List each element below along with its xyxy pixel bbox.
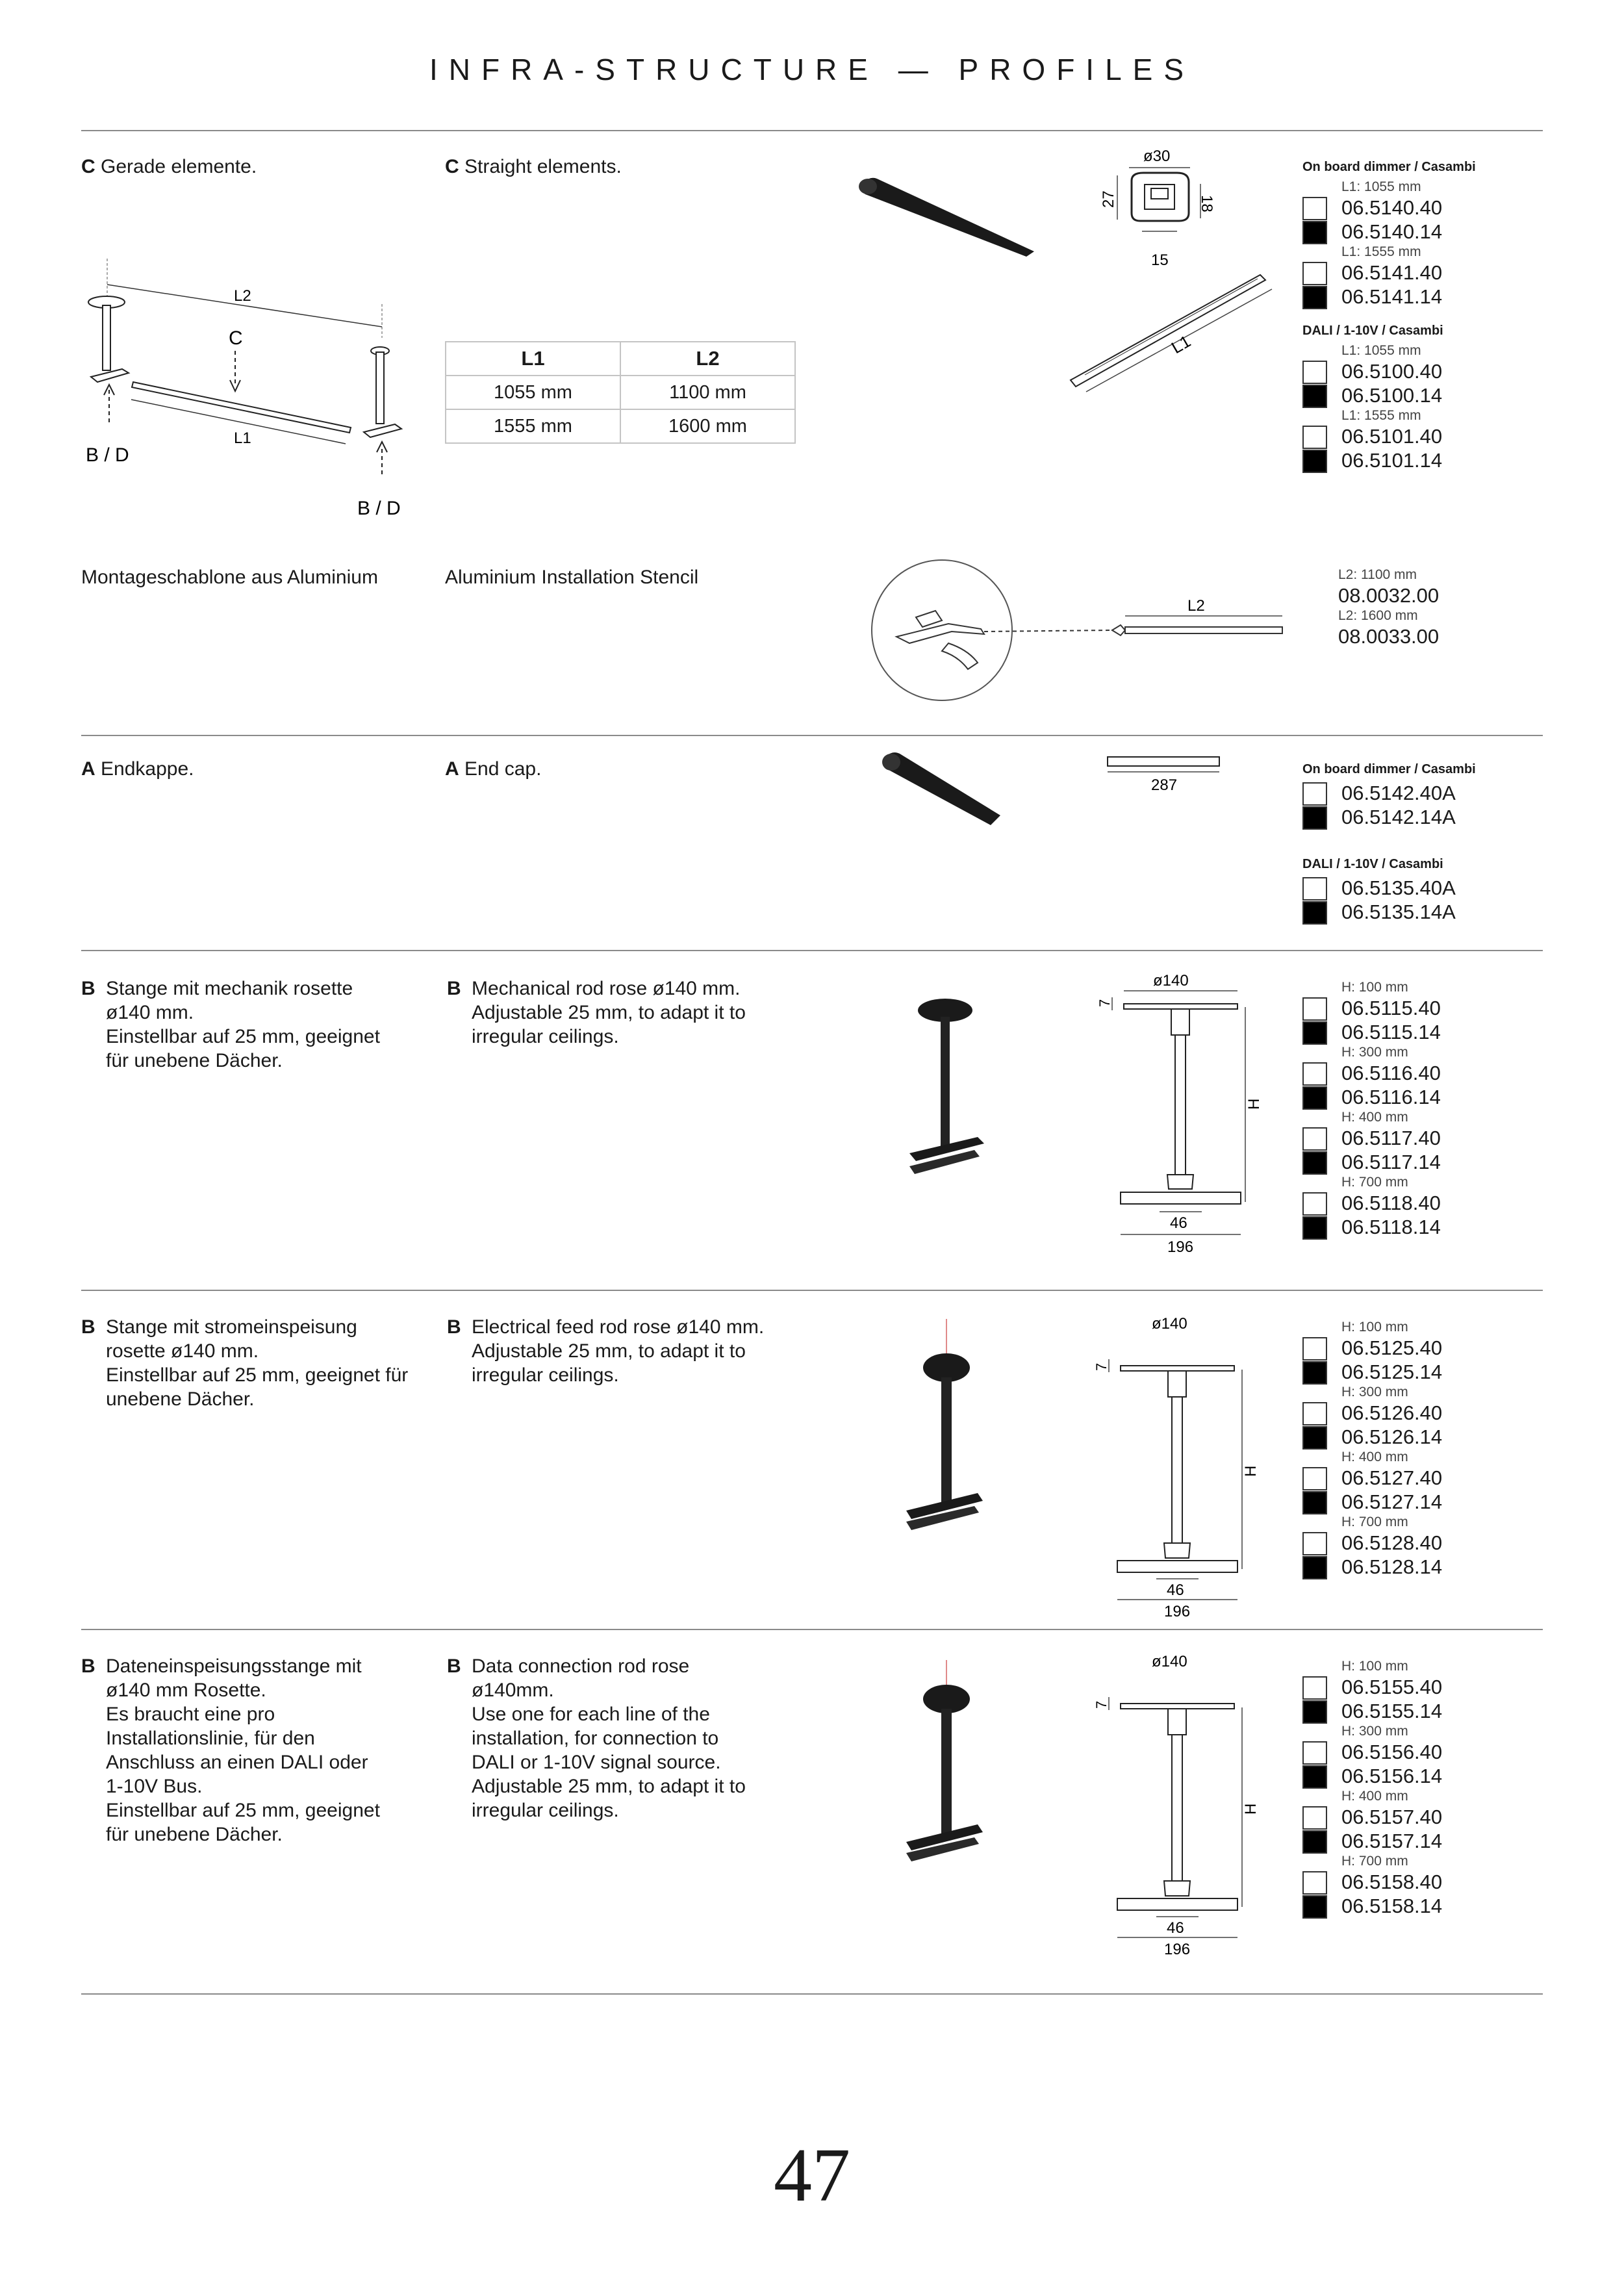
spec-label: L1: 1555 mm xyxy=(1341,408,1421,423)
divider xyxy=(81,735,1543,736)
code-white: 06.5115.40 xyxy=(1302,996,1441,1020)
code: 08.0032.00 xyxy=(1338,584,1440,607)
endcap-drawing xyxy=(1104,754,1228,799)
black-swatch xyxy=(1302,1216,1327,1240)
code-white: 06.5156.40 xyxy=(1302,1740,1442,1764)
label-l1: L1 xyxy=(234,429,251,447)
elec-rod-drawing xyxy=(1091,1306,1260,1620)
code-black: 06.5126.14 xyxy=(1302,1425,1442,1449)
spec-label: H: 700 mm xyxy=(1341,1175,1408,1190)
endcap-image xyxy=(877,744,1007,828)
code-black: 06.5158.14 xyxy=(1302,1894,1442,1918)
divider xyxy=(81,130,1543,131)
code-black: 06.5117.14 xyxy=(1302,1150,1441,1174)
spec-label: L1: 1055 mm xyxy=(1341,179,1421,194)
code-black: 06.5155.14 xyxy=(1302,1699,1442,1723)
svg-text:H: H xyxy=(1242,1803,1260,1815)
white-swatch xyxy=(1302,262,1327,285)
stencil-de-text: Montageschablone aus Aluminium xyxy=(81,567,378,588)
page-title: INFRA-STRUCTURE — PROFILES xyxy=(429,53,1195,86)
straight-codes xyxy=(1302,158,1476,472)
group-title: DALI / 1-10V / Casambi xyxy=(1302,857,1443,871)
code-black: 06.5115.14 xyxy=(1302,1020,1441,1044)
spec-label: H: 300 mm xyxy=(1341,1724,1408,1739)
code-black: 06.5100.14 xyxy=(1302,383,1476,407)
profile-length-drawing xyxy=(1065,270,1273,393)
code-black: 06.5140.14 xyxy=(1302,220,1476,244)
code-white: 06.5157.40 xyxy=(1302,1805,1442,1829)
white-swatch xyxy=(1302,1337,1327,1361)
spec-label: L2: 1100 mm xyxy=(1338,567,1417,582)
label-l2: L2 xyxy=(234,287,251,305)
stencil-en-text: Aluminium Installation Stencil xyxy=(445,567,699,588)
endcap-codes xyxy=(1302,760,1476,924)
code-white: 06.5116.40 xyxy=(1302,1061,1441,1085)
divider xyxy=(81,1290,1543,1291)
black-swatch xyxy=(1302,1830,1327,1854)
svg-text:287: 287 xyxy=(1151,776,1178,794)
mech-de-text: B Stange mit mechanik rosette ø140 mm. Einstellbar auf 25 mm, geeignet für unebene Dächer. xyxy=(81,978,380,1071)
spec-label: H: 300 mm xyxy=(1341,1045,1408,1060)
spec-label: L2: 1600 mm xyxy=(1338,608,1418,623)
svg-text:ø140: ø140 xyxy=(1153,972,1189,990)
white-swatch xyxy=(1302,426,1327,449)
straight-en-text: C Straight elements. xyxy=(445,156,622,177)
table-cell: 1600 mm xyxy=(620,409,795,443)
spec-label: H: 100 mm xyxy=(1341,1320,1408,1335)
white-swatch xyxy=(1302,997,1327,1021)
code-white: 06.5135.40A xyxy=(1302,876,1476,900)
label-bd-right: B / D xyxy=(357,498,401,519)
black-swatch xyxy=(1302,1086,1327,1110)
spec-label: H: 400 mm xyxy=(1341,1450,1408,1464)
svg-text:27: 27 xyxy=(1100,190,1117,208)
svg-text:7: 7 xyxy=(1093,1362,1110,1371)
stencil-codes xyxy=(1302,567,1439,648)
svg-text:L1: L1 xyxy=(1168,331,1195,358)
spec-label: H: 300 mm xyxy=(1341,1385,1408,1399)
spec-label: L1: 1555 mm xyxy=(1341,244,1421,259)
spec-label: H: 400 mm xyxy=(1341,1789,1408,1804)
code-black: 06.5141.14 xyxy=(1302,285,1476,309)
elec-en-text: B Electrical feed rod rose ø140 mm. Adjustable 25 mm, to adapt it to irregular ceilings. xyxy=(447,1316,765,1386)
svg-text:L2: L2 xyxy=(1187,597,1205,615)
spec-label: H: 100 mm xyxy=(1341,1659,1408,1674)
code-white: 06.5142.40A xyxy=(1302,781,1476,805)
table-cell: 1100 mm xyxy=(620,376,795,409)
svg-text:ø30: ø30 xyxy=(1143,147,1171,165)
code-white: 06.5155.40 xyxy=(1302,1675,1442,1699)
elec-codes xyxy=(1302,1319,1442,1579)
code-black: 06.5101.14 xyxy=(1302,448,1476,472)
page-number: 47 xyxy=(774,2132,850,2217)
white-swatch xyxy=(1302,1402,1327,1425)
svg-text:7: 7 xyxy=(1093,1700,1110,1709)
group-title: On board dimmer / Casambi xyxy=(1302,762,1476,776)
installation-diagram xyxy=(78,253,416,526)
divider xyxy=(81,1993,1543,1995)
group-title: On board dimmer / Casambi xyxy=(1302,160,1476,174)
code-black: 06.5156.14 xyxy=(1302,1764,1442,1788)
svg-text:15: 15 xyxy=(1151,251,1169,269)
black-swatch xyxy=(1302,1426,1327,1450)
black-swatch xyxy=(1302,221,1327,244)
mech-en-text: B Mechanical rod rose ø140 mm. Adjustable 25 mm, to adapt it to irregular ceilings. xyxy=(447,978,746,1047)
white-swatch xyxy=(1302,1676,1327,1700)
data-rod-image xyxy=(900,1660,997,1874)
code-black: 06.5116.14 xyxy=(1302,1085,1441,1109)
white-swatch xyxy=(1302,1192,1327,1216)
black-swatch xyxy=(1302,1765,1327,1789)
code-white: 06.5101.40 xyxy=(1302,424,1476,448)
mech-rod-image xyxy=(896,997,994,1179)
white-swatch xyxy=(1302,197,1327,220)
white-swatch xyxy=(1302,1467,1327,1490)
black-swatch xyxy=(1302,450,1327,473)
white-swatch xyxy=(1302,782,1327,806)
elec-rod-image xyxy=(900,1319,997,1533)
code-black: 06.5128.14 xyxy=(1302,1555,1442,1579)
dimensions-table xyxy=(445,341,796,444)
code-white: 06.5128.40 xyxy=(1302,1531,1442,1555)
code-black: 06.5142.14A xyxy=(1302,805,1476,829)
label-c: C xyxy=(229,327,243,349)
black-swatch xyxy=(1302,1151,1327,1175)
table-cell: 1555 mm xyxy=(446,409,620,443)
black-swatch xyxy=(1302,1021,1327,1045)
white-swatch xyxy=(1302,1127,1327,1151)
divider xyxy=(81,1629,1543,1630)
profile-image xyxy=(851,166,1046,263)
code-black: 06.5135.14A xyxy=(1302,900,1476,924)
code-white: 06.5158.40 xyxy=(1302,1870,1442,1894)
mech-codes xyxy=(1302,979,1441,1239)
code-white: 06.5125.40 xyxy=(1302,1336,1442,1360)
code-white: 06.5126.40 xyxy=(1302,1401,1442,1425)
spec-label: L1: 1055 mm xyxy=(1341,343,1421,358)
black-swatch xyxy=(1302,1361,1327,1385)
elec-de-text: B Stange mit stromeinspeisung rosette ø140 mm. Einstellbar auf 25 mm, geeignet für unebene Dächer. xyxy=(81,1316,409,1410)
table-header: L1 xyxy=(446,342,620,376)
svg-text:196: 196 xyxy=(1164,1603,1191,1620)
spec-label: H: 700 mm xyxy=(1341,1514,1408,1529)
code-black: 06.5125.14 xyxy=(1302,1360,1442,1384)
svg-text:H: H xyxy=(1245,1098,1263,1110)
black-swatch xyxy=(1302,286,1327,309)
code-white: 06.5127.40 xyxy=(1302,1466,1442,1490)
black-swatch xyxy=(1302,1491,1327,1514)
mech-rod-drawing xyxy=(1095,968,1263,1260)
code-black: 06.5157.14 xyxy=(1302,1829,1442,1853)
code-white: 06.5141.40 xyxy=(1302,261,1476,285)
black-swatch xyxy=(1302,901,1327,925)
stencil-drawing xyxy=(870,559,1299,702)
data-rod-drawing xyxy=(1091,1644,1260,1958)
code-black: 06.5127.14 xyxy=(1302,1490,1442,1514)
svg-text:196: 196 xyxy=(1164,1941,1191,1958)
table-header: L2 xyxy=(620,342,795,376)
code-white: 06.5140.40 xyxy=(1302,196,1476,220)
black-swatch xyxy=(1302,1556,1327,1579)
code-white: 06.5118.40 xyxy=(1302,1191,1441,1215)
svg-text:46: 46 xyxy=(1167,1581,1184,1599)
svg-text:46: 46 xyxy=(1170,1214,1187,1232)
svg-text:196: 196 xyxy=(1167,1238,1194,1256)
black-swatch xyxy=(1302,806,1327,830)
white-swatch xyxy=(1302,1871,1327,1895)
group-title: DALI / 1-10V / Casambi xyxy=(1302,324,1443,338)
data-en-text: B Data connection rod rose ø140mm. Use one for each line of the installation, for connection to DALI or 1-10V signal source. Adjustable 25 mm, to adapt it to irregular ceilings. xyxy=(447,1655,746,1821)
spec-label: H: 100 mm xyxy=(1341,980,1408,995)
black-swatch xyxy=(1302,1895,1327,1919)
straight-de-text: C Gerade elemente. xyxy=(81,156,257,177)
data-codes xyxy=(1302,1658,1442,1918)
svg-text:7: 7 xyxy=(1097,999,1113,1007)
white-swatch xyxy=(1302,361,1327,384)
black-swatch xyxy=(1302,1700,1327,1724)
white-swatch xyxy=(1302,1062,1327,1086)
divider xyxy=(81,950,1543,951)
white-swatch xyxy=(1302,1532,1327,1555)
white-swatch xyxy=(1302,1741,1327,1765)
spec-label: H: 700 mm xyxy=(1341,1854,1408,1869)
table-cell: 1055 mm xyxy=(446,376,620,409)
spec-label: H: 400 mm xyxy=(1341,1110,1408,1125)
profile-section-drawing xyxy=(1091,148,1228,272)
code-white: 06.5100.40 xyxy=(1302,359,1476,383)
white-swatch xyxy=(1302,1806,1327,1830)
code-black: 06.5118.14 xyxy=(1302,1215,1441,1239)
black-swatch xyxy=(1302,385,1327,408)
data-de-text: B Dateneinspeisungsstange mit ø140 mm Rosette. Es braucht eine pro Installationslinie, für den Anschluss an einen DALI oder 1-10V Bus. Einstellbar auf 25 mm, geeignet für unebene Dächer. xyxy=(81,1655,380,1845)
svg-text:ø140: ø140 xyxy=(1152,1653,1187,1670)
svg-text:18: 18 xyxy=(1198,195,1215,212)
svg-text:ø140: ø140 xyxy=(1152,1315,1187,1333)
code: 08.0033.00 xyxy=(1338,625,1440,648)
white-swatch xyxy=(1302,877,1327,901)
endcap-en-text: A End cap. xyxy=(445,758,542,780)
code-white: 06.5117.40 xyxy=(1302,1126,1441,1150)
svg-text:46: 46 xyxy=(1167,1919,1184,1937)
endcap-de-text: A Endkappe. xyxy=(81,758,194,780)
label-bd-left: B / D xyxy=(86,444,129,466)
svg-text:H: H xyxy=(1242,1465,1260,1477)
